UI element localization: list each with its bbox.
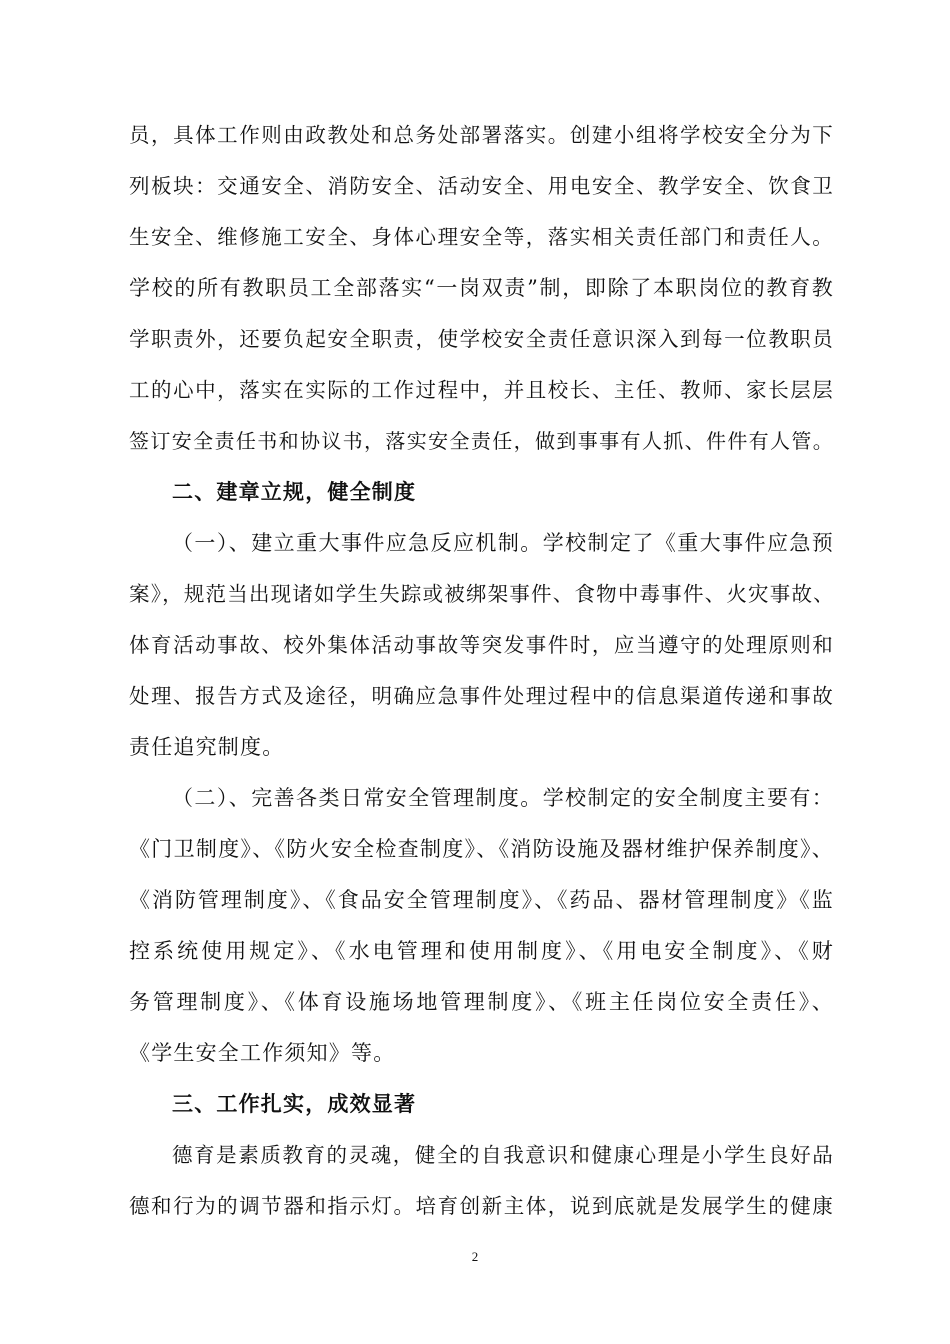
paragraph-3-line-2: 《门卫制度》、《防火安全检查制度》、《消防设施及器材维护保养制度》、	[129, 837, 834, 861]
paragraph-3-line-6: 《学生安全工作须知》等。	[129, 1041, 396, 1065]
page-number: 2	[471, 1249, 479, 1264]
section-heading-3: 三、工作扎实，成效显著	[172, 1091, 417, 1116]
paragraph-1-line-7: 签订安全责任书和协议书，落实安全责任，做到事事有人抓、件件有人管。	[129, 429, 834, 453]
paragraph-3-line-5: 务管理制度》、《体育设施场地管理制度》、《班主任岗位安全责任》、	[129, 990, 834, 1014]
paragraph-3-line-3: 《消防管理制度》、《食品安全管理制度》、《药品、器材管理制度》《监	[129, 888, 834, 912]
paragraph-1-line-5: 学职责外，还要负起安全职责，使学校安全责任意识深入到每一位教职员	[129, 327, 834, 351]
paragraph-3-line-1: （二）、完善各类日常安全管理制度。学校制定的安全制度主要有：	[172, 786, 834, 810]
paragraph-1-line-6: 工的心中，落实在实际的工作过程中，并且校长、主任、教师、家长层层	[129, 378, 834, 402]
section-heading-2: 二、建章立规，健全制度	[172, 479, 417, 504]
paragraph-1-line-3: 生安全、维修施工安全、身体心理安全等，落实相关责任部门和责任人。	[129, 225, 834, 249]
paragraph-1-line-1: 员，具体工作则由政教处和总务处部署落实。创建小组将学校安全分为下	[129, 123, 834, 147]
paragraph-2-line-2: 案》，规范当出现诸如学生失踪或被绑架事件、食物中毒事件、火灾事故、	[129, 582, 835, 606]
paragraph-2-line-1: （一）、建立重大事件应急反应机制。学校制定了《重大事件应急预	[172, 531, 834, 555]
paragraph-3-line-4: 控系统使用规定》、《水电管理和使用制度》、《用电安全制度》、《财	[129, 939, 834, 963]
paragraph-1-line-4: 学校的所有教职员工全部落实“一岗双责”制，即除了本职岗位的教育教	[129, 276, 834, 300]
paragraph-4-line-2: 德和行为的调节器和指示灯。培育创新主体，说到底就是发展学生的健康	[129, 1194, 834, 1218]
paragraph-2-line-5: 责任追究制度。	[129, 735, 285, 759]
paragraph-1-line-2: 列板块：交通安全、消防安全、活动安全、用电安全、教学安全、饮食卫	[129, 174, 834, 198]
paragraph-2-line-4: 处理、报告方式及途径，明确应急事件处理过程中的信息渠道传递和事故	[129, 684, 834, 708]
paragraph-2-line-3: 体育活动事故、校外集体活动事故等突发事件时，应当遵守的处理原则和	[129, 633, 834, 657]
paragraph-4-line-1: 德育是素质教育的灵魂，健全的自我意识和健康心理是小学生良好品	[172, 1143, 834, 1167]
